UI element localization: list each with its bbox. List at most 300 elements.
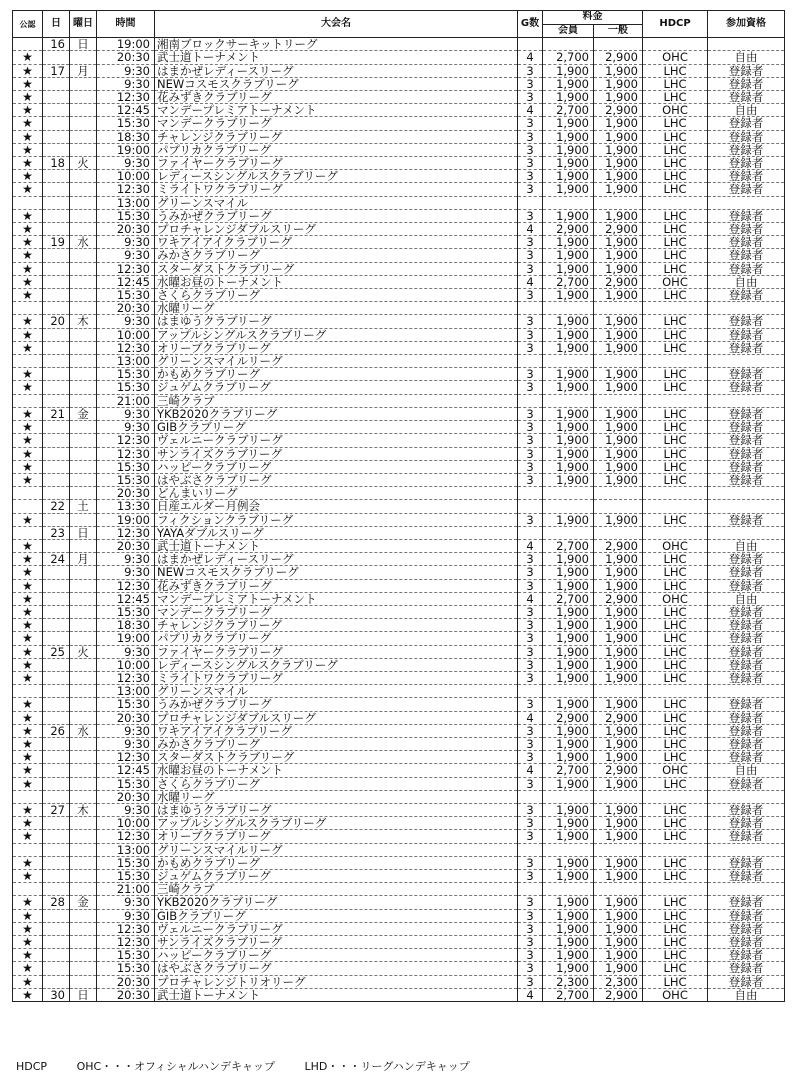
day-cell	[43, 473, 70, 486]
games-cell: 3	[518, 249, 543, 262]
day-cell	[43, 143, 70, 156]
table-row	[13, 64, 785, 77]
weekday-cell	[70, 77, 97, 90]
official-mark: ★	[13, 922, 43, 935]
official-mark: ★	[13, 896, 43, 909]
header-fee: 料金	[543, 11, 643, 25]
eligibility-cell: 登録者	[708, 223, 785, 236]
games-cell: 4	[518, 51, 543, 64]
general-fee-cell	[594, 487, 643, 500]
official-mark: ★	[13, 421, 43, 434]
table-row	[13, 275, 785, 288]
eligibility-cell: 登録者	[708, 817, 785, 830]
table-row	[13, 170, 785, 183]
games-cell	[518, 883, 543, 896]
general-fee-cell: 1,900	[594, 209, 643, 222]
general-fee-cell: 2,900	[594, 275, 643, 288]
hdcp-cell: LHC	[643, 77, 708, 90]
member-fee-cell: 2,700	[543, 592, 594, 605]
day-cell	[43, 51, 70, 64]
games-cell	[518, 302, 543, 315]
general-fee-cell: 1,900	[594, 447, 643, 460]
official-mark: ★	[13, 658, 43, 671]
event-name-cell: レディースシングルスクラブリーグ	[155, 658, 518, 671]
header-hdcp: HDCP	[643, 11, 708, 38]
weekday-cell	[70, 764, 97, 777]
games-cell	[518, 38, 543, 51]
official-mark: ★	[13, 619, 43, 632]
event-name-cell: ワキアイアイクラブリーグ	[155, 724, 518, 737]
event-name-cell: プロチャレンジトリオリーグ	[155, 975, 518, 988]
weekday-cell	[70, 487, 97, 500]
member-fee-cell: 1,900	[543, 579, 594, 592]
day-cell	[43, 764, 70, 777]
games-cell: 3	[518, 553, 543, 566]
games-cell: 4	[518, 275, 543, 288]
eligibility-cell: 登録者	[708, 949, 785, 962]
event-name-cell: どんまいリーグ	[155, 487, 518, 500]
eligibility-cell	[708, 38, 785, 51]
table-row	[13, 104, 785, 117]
games-cell: 3	[518, 671, 543, 684]
time-cell: 12:30	[97, 91, 155, 104]
member-fee-cell: 1,900	[543, 645, 594, 658]
table-row	[13, 341, 785, 354]
general-fee-cell	[594, 196, 643, 209]
eligibility-cell: 登録者	[708, 236, 785, 249]
official-mark: ★	[13, 170, 43, 183]
event-name-cell: NEWコスモスクラブリーグ	[155, 566, 518, 579]
event-name-cell: マンデープレミアトーナメント	[155, 104, 518, 117]
general-fee-cell: 1,900	[594, 777, 643, 790]
official-mark	[13, 526, 43, 539]
member-fee-cell: 1,900	[543, 949, 594, 962]
member-fee-cell	[543, 843, 594, 856]
event-name-cell: 湘南ブロックサーキットリーグ	[155, 38, 518, 51]
table-row	[13, 500, 785, 513]
games-cell: 3	[518, 975, 543, 988]
eligibility-cell	[708, 526, 785, 539]
weekday-cell	[70, 196, 97, 209]
member-fee-cell: 1,900	[543, 751, 594, 764]
member-fee-cell: 1,900	[543, 447, 594, 460]
weekday-cell	[70, 460, 97, 473]
hdcp-cell: LHC	[643, 632, 708, 645]
day-cell	[43, 843, 70, 856]
eligibility-cell: 登録者	[708, 605, 785, 618]
member-fee-cell: 1,900	[543, 236, 594, 249]
weekday-cell	[70, 275, 97, 288]
weekday-cell	[70, 698, 97, 711]
eligibility-cell: 登録者	[708, 447, 785, 460]
games-cell	[518, 196, 543, 209]
games-cell: 3	[518, 157, 543, 170]
time-cell: 9:30	[97, 724, 155, 737]
table-row	[13, 315, 785, 328]
weekday-cell	[70, 473, 97, 486]
official-mark	[13, 394, 43, 407]
official-mark: ★	[13, 605, 43, 618]
header-official: 公認	[13, 11, 43, 38]
day-cell	[43, 777, 70, 790]
time-cell: 15:30	[97, 605, 155, 618]
time-cell: 20:30	[97, 487, 155, 500]
official-mark: ★	[13, 289, 43, 302]
table-row	[13, 975, 785, 988]
official-mark: ★	[13, 157, 43, 170]
member-fee-cell: 1,900	[543, 262, 594, 275]
member-fee-cell: 1,900	[543, 289, 594, 302]
legend-ohc: OHC・・・オフィシャルハンデキャップ	[76, 1060, 275, 1073]
hdcp-cell: LHC	[643, 381, 708, 394]
general-fee-cell: 1,900	[594, 724, 643, 737]
official-mark: ★	[13, 764, 43, 777]
games-cell: 3	[518, 566, 543, 579]
event-name-cell: ファイヤークラブリーグ	[155, 157, 518, 170]
eligibility-cell: 登録者	[708, 856, 785, 869]
event-name-cell: チャレンジクラブリーグ	[155, 130, 518, 143]
table-row	[13, 711, 785, 724]
event-name-cell: うみかぜクラブリーグ	[155, 209, 518, 222]
games-cell: 3	[518, 381, 543, 394]
hdcp-cell: LHC	[643, 949, 708, 962]
official-mark: ★	[13, 236, 43, 249]
member-fee-cell: 1,900	[543, 658, 594, 671]
table-row	[13, 645, 785, 658]
hdcp-cell: LHC	[643, 936, 708, 949]
official-mark: ★	[13, 962, 43, 975]
weekday-cell	[70, 909, 97, 922]
day-cell	[43, 434, 70, 447]
member-fee-cell: 2,900	[543, 223, 594, 236]
hdcp-cell	[643, 790, 708, 803]
time-cell: 20:30	[97, 51, 155, 64]
hdcp-cell	[643, 355, 708, 368]
table-row	[13, 236, 785, 249]
weekday-cell	[70, 539, 97, 552]
hdcp-cell: LHC	[643, 183, 708, 196]
games-cell: 3	[518, 262, 543, 275]
header-games: G数	[518, 11, 543, 38]
time-cell: 19:00	[97, 513, 155, 526]
table-row	[13, 487, 785, 500]
time-cell: 9:30	[97, 896, 155, 909]
weekday-cell	[70, 632, 97, 645]
official-mark	[13, 196, 43, 209]
hdcp-cell: LHC	[643, 315, 708, 328]
table-row	[13, 51, 785, 64]
table-row	[13, 777, 785, 790]
header-time: 時間	[97, 11, 155, 38]
weekday-cell	[70, 685, 97, 698]
hdcp-cell: LHC	[643, 803, 708, 816]
time-cell: 20:30	[97, 711, 155, 724]
games-cell: 3	[518, 183, 543, 196]
general-fee-cell: 2,900	[594, 592, 643, 605]
eligibility-cell: 登録者	[708, 262, 785, 275]
member-fee-cell	[543, 302, 594, 315]
games-cell: 3	[518, 896, 543, 909]
hdcp-cell: LHC	[643, 658, 708, 671]
weekday-cell	[70, 381, 97, 394]
time-cell: 12:30	[97, 579, 155, 592]
member-fee-cell: 1,900	[543, 909, 594, 922]
games-cell: 3	[518, 645, 543, 658]
event-name-cell: 武士道トーナメント	[155, 539, 518, 552]
time-cell: 15:30	[97, 460, 155, 473]
event-name-cell: アップルシングルスクラブリーグ	[155, 817, 518, 830]
table-row	[13, 817, 785, 830]
event-name-cell: 水曜リーグ	[155, 302, 518, 315]
general-fee-cell: 1,900	[594, 922, 643, 935]
hdcp-cell: LHC	[643, 566, 708, 579]
time-cell: 15:30	[97, 698, 155, 711]
hdcp-cell	[643, 843, 708, 856]
day-cell	[43, 196, 70, 209]
table-row	[13, 830, 785, 843]
games-cell: 3	[518, 407, 543, 420]
table-row	[13, 685, 785, 698]
time-cell: 12:45	[97, 592, 155, 605]
time-cell: 18:30	[97, 130, 155, 143]
hdcp-cell: LHC	[643, 896, 708, 909]
event-name-cell: はやぶさクラブリーグ	[155, 962, 518, 975]
day-cell	[43, 183, 70, 196]
member-fee-cell: 1,900	[543, 170, 594, 183]
eligibility-cell: 登録者	[708, 962, 785, 975]
day-cell	[43, 170, 70, 183]
eligibility-cell: 登録者	[708, 77, 785, 90]
official-mark	[13, 355, 43, 368]
day-cell	[43, 685, 70, 698]
member-fee-cell: 1,900	[543, 724, 594, 737]
day-cell	[43, 632, 70, 645]
hdcp-cell: OHC	[643, 764, 708, 777]
official-mark: ★	[13, 698, 43, 711]
hdcp-cell: LHC	[643, 817, 708, 830]
member-fee-cell: 1,900	[543, 341, 594, 354]
member-fee-cell: 1,900	[543, 315, 594, 328]
games-cell: 3	[518, 460, 543, 473]
schedule-table	[12, 10, 785, 1002]
day-cell	[43, 790, 70, 803]
member-fee-cell	[543, 790, 594, 803]
general-fee-cell: 1,900	[594, 671, 643, 684]
games-cell: 3	[518, 91, 543, 104]
hdcp-cell: LHC	[643, 605, 708, 618]
day-cell	[43, 566, 70, 579]
hdcp-cell: LHC	[643, 975, 708, 988]
member-fee-cell: 2,700	[543, 51, 594, 64]
games-cell: 3	[518, 341, 543, 354]
member-fee-cell: 1,900	[543, 368, 594, 381]
table-header	[13, 11, 785, 38]
day-cell: 28	[43, 896, 70, 909]
eligibility-cell: 登録者	[708, 579, 785, 592]
official-mark: ★	[13, 856, 43, 869]
official-mark: ★	[13, 407, 43, 420]
games-cell	[518, 394, 543, 407]
weekday-cell: 金	[70, 896, 97, 909]
event-name-cell: 武士道トーナメント	[155, 51, 518, 64]
weekday-cell	[70, 936, 97, 949]
weekday-cell	[70, 790, 97, 803]
general-fee-cell: 1,900	[594, 936, 643, 949]
time-cell: 15:30	[97, 209, 155, 222]
weekday-cell	[70, 130, 97, 143]
games-cell	[518, 685, 543, 698]
table-row	[13, 249, 785, 262]
hdcp-cell	[643, 487, 708, 500]
general-fee-cell: 1,900	[594, 856, 643, 869]
hdcp-cell: LHC	[643, 157, 708, 170]
table-row	[13, 223, 785, 236]
general-fee-cell: 1,900	[594, 341, 643, 354]
time-cell: 15:30	[97, 289, 155, 302]
table-row	[13, 764, 785, 777]
general-fee-cell: 1,900	[594, 553, 643, 566]
hdcp-cell: LHC	[643, 922, 708, 935]
hdcp-cell: LHC	[643, 143, 708, 156]
general-fee-cell: 1,900	[594, 830, 643, 843]
member-fee-cell: 1,900	[543, 936, 594, 949]
day-cell	[43, 579, 70, 592]
eligibility-cell: 登録者	[708, 328, 785, 341]
games-cell: 4	[518, 988, 543, 1001]
event-name-cell: はやぶさクラブリーグ	[155, 473, 518, 486]
day-cell	[43, 751, 70, 764]
time-cell: 12:45	[97, 104, 155, 117]
time-cell: 9:30	[97, 407, 155, 420]
weekday-cell	[70, 513, 97, 526]
day-cell	[43, 592, 70, 605]
time-cell: 15:30	[97, 117, 155, 130]
event-name-cell: フィクションクラブリーグ	[155, 513, 518, 526]
games-cell: 3	[518, 130, 543, 143]
member-fee-cell: 1,900	[543, 473, 594, 486]
games-cell: 3	[518, 751, 543, 764]
official-mark: ★	[13, 460, 43, 473]
hdcp-cell	[643, 394, 708, 407]
hdcp-cell: LHC	[643, 830, 708, 843]
hdcp-cell	[643, 500, 708, 513]
day-cell	[43, 91, 70, 104]
weekday-cell	[70, 856, 97, 869]
hdcp-cell: LHC	[643, 91, 708, 104]
games-cell: 3	[518, 236, 543, 249]
games-cell: 3	[518, 605, 543, 618]
member-fee-cell: 1,900	[543, 619, 594, 632]
event-name-cell: グリーンスマイル	[155, 685, 518, 698]
weekday-cell	[70, 883, 97, 896]
day-cell	[43, 949, 70, 962]
official-mark: ★	[13, 553, 43, 566]
time-cell: 19:00	[97, 38, 155, 51]
time-cell: 15:30	[97, 368, 155, 381]
eligibility-cell: 登録者	[708, 91, 785, 104]
weekday-cell	[70, 870, 97, 883]
member-fee-cell	[543, 38, 594, 51]
official-mark: ★	[13, 751, 43, 764]
weekday-cell: 月	[70, 64, 97, 77]
event-name-cell: さくらクラブリーグ	[155, 289, 518, 302]
time-cell: 9:30	[97, 737, 155, 750]
eligibility-cell: 自由	[708, 764, 785, 777]
games-cell: 4	[518, 539, 543, 552]
hdcp-cell: OHC	[643, 275, 708, 288]
eligibility-cell: 登録者	[708, 698, 785, 711]
table-row	[13, 91, 785, 104]
general-fee-cell: 2,300	[594, 975, 643, 988]
official-mark: ★	[13, 77, 43, 90]
eligibility-cell: 登録者	[708, 658, 785, 671]
general-fee-cell: 1,900	[594, 698, 643, 711]
event-name-cell: 三崎クラブ	[155, 394, 518, 407]
member-fee-cell: 1,900	[543, 157, 594, 170]
general-fee-cell: 1,900	[594, 249, 643, 262]
eligibility-cell: 登録者	[708, 922, 785, 935]
table-row	[13, 473, 785, 486]
member-fee-cell: 1,900	[543, 460, 594, 473]
weekday-cell	[70, 302, 97, 315]
games-cell: 4	[518, 223, 543, 236]
official-mark: ★	[13, 275, 43, 288]
event-name-cell: チャレンジクラブリーグ	[155, 619, 518, 632]
games-cell: 3	[518, 170, 543, 183]
hdcp-cell: LHC	[643, 473, 708, 486]
games-cell	[518, 355, 543, 368]
event-name-cell: YAYAダブルスリーグ	[155, 526, 518, 539]
member-fee-cell: 1,900	[543, 434, 594, 447]
time-cell: 13:00	[97, 196, 155, 209]
day-cell	[43, 605, 70, 618]
day-cell	[43, 513, 70, 526]
day-cell	[43, 381, 70, 394]
table-body	[13, 38, 785, 1002]
table-row	[13, 949, 785, 962]
official-mark: ★	[13, 64, 43, 77]
eligibility-cell	[708, 487, 785, 500]
time-cell: 15:30	[97, 870, 155, 883]
event-name-cell: ジュゲムクラブリーグ	[155, 870, 518, 883]
member-fee-cell: 2,700	[543, 104, 594, 117]
table-row	[13, 751, 785, 764]
games-cell: 3	[518, 870, 543, 883]
time-cell: 12:30	[97, 830, 155, 843]
weekday-cell: 金	[70, 407, 97, 420]
official-mark: ★	[13, 632, 43, 645]
general-fee-cell: 2,900	[594, 51, 643, 64]
member-fee-cell: 1,900	[543, 632, 594, 645]
eligibility-cell	[708, 883, 785, 896]
day-cell	[43, 209, 70, 222]
member-fee-cell: 1,900	[543, 856, 594, 869]
general-fee-cell: 1,900	[594, 751, 643, 764]
member-fee-cell: 1,900	[543, 130, 594, 143]
weekday-cell: 水	[70, 236, 97, 249]
table-row	[13, 579, 785, 592]
games-cell: 3	[518, 724, 543, 737]
time-cell: 9:30	[97, 315, 155, 328]
official-mark: ★	[13, 262, 43, 275]
time-cell: 12:30	[97, 922, 155, 935]
weekday-cell	[70, 170, 97, 183]
table-row	[13, 77, 785, 90]
table-row	[13, 922, 785, 935]
general-fee-cell: 1,900	[594, 737, 643, 750]
official-mark: ★	[13, 936, 43, 949]
table-row	[13, 368, 785, 381]
